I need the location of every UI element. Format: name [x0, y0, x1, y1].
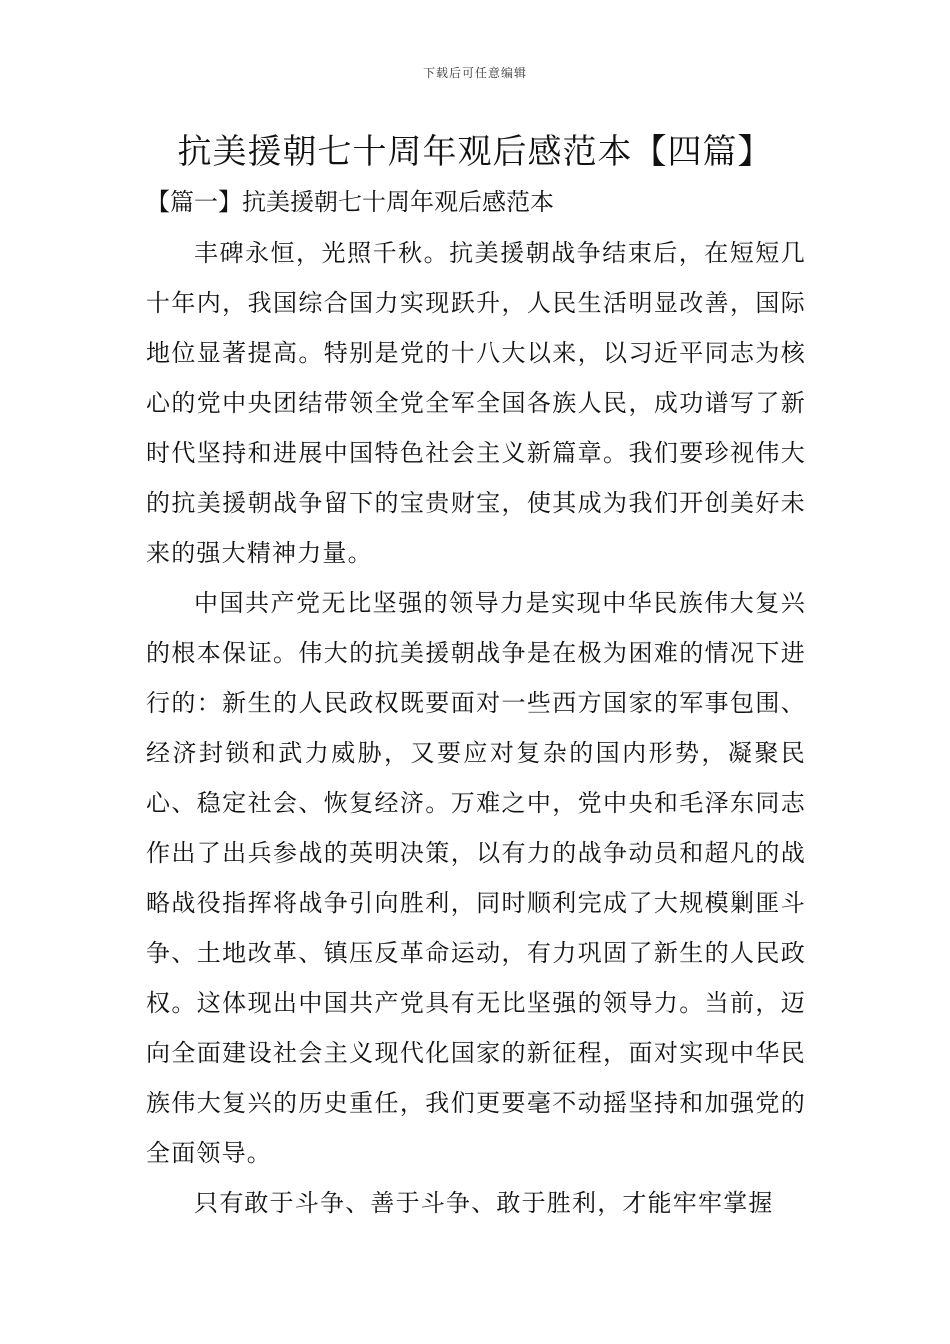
header-note: 下载后可任意编辑	[422, 66, 527, 80]
document-title: 抗美援朝七十周年观后感范本【四篇】	[177, 132, 773, 172]
paragraph: 中国共产党无比坚强的领导力是实现中华民族伟大复兴的根本保证。伟大的抗美援朝战争是在极为困难的情况下进行的：新生的人民政权既要面对一些西方国家的军事包围、经济封锁和武力威胁，又要应对复杂的国内形势，凝聚民心、稳定社会、恢复经济。万难之中，党中央和毛泽东同志作出了出兵参战的英明决策，以有力的战争动员和超凡的战略战役指挥将战争引向胜利，同时顺利完成了大规模剿匪斗争、土地改革、镇压反革命运动，有力巩固了新生的人民政权。这体现出中国共产党具有无比坚强的领导力。当前，迈向全面建设社会主义现代化国家的新征程，面对实现中华民族伟大复兴的历史重任，我们更要毫不动摇坚持和加强党的全面领导。	[146, 589, 806, 1167]
paragraph: 只有敢于斗争、善于斗争、敢于胜利，才能牢牢掌握	[194, 1189, 774, 1217]
paragraph: 丰碑永恒，光照千秋。抗美援朝战争结束后，在短短几十年内，我国综合国力实现跃升，人民生活明显改善，国际地位显著提高。特别是党的十八大以来，以习近平同志为核心的党中央团结带领全党全军全国各族人民，成功谱写了新时代坚持和进展中国特色社会主义新篇章。我们要珍视伟大的抗美援朝战争留下的宝贵财宝，使其成为我们开创美好未来的强大精神力量。	[146, 239, 806, 567]
body-text	[146, 228, 806, 1228]
section-heading: 【篇一】抗美援朝七十周年观后感范本	[146, 188, 554, 216]
